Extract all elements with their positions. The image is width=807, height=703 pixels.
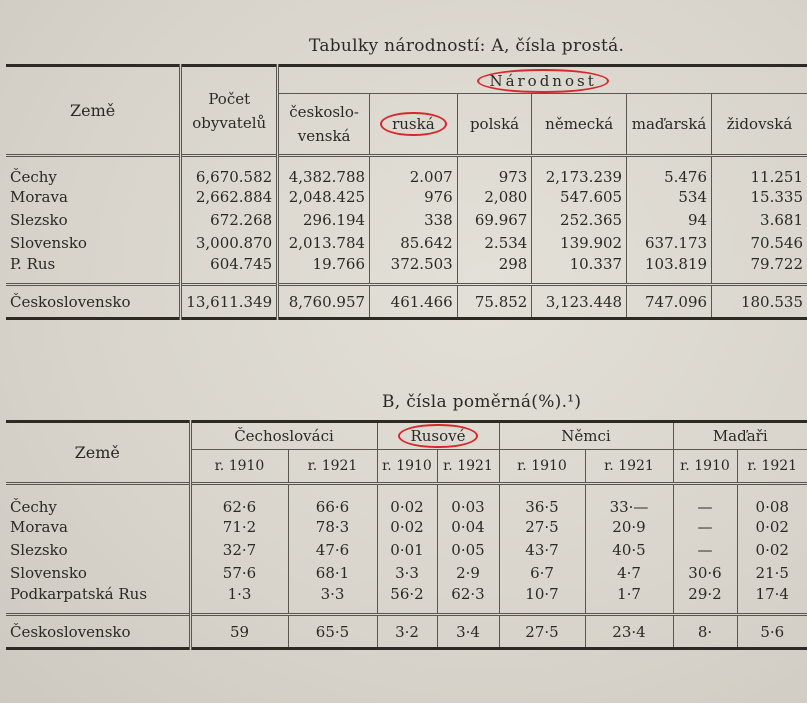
col-label: českoslo-venská	[289, 103, 359, 145]
total-cell-b: 3·4	[437, 615, 499, 649]
table-cell: 10·7	[499, 585, 585, 615]
table-cell: 547.605	[532, 186, 627, 209]
table-cell: 27·5	[499, 516, 585, 539]
table-cell: 62·6	[190, 484, 288, 516]
table-cell: 6,670.582	[181, 156, 278, 186]
table-cell: 10.337	[532, 255, 627, 285]
table-cell: 6·7	[499, 562, 585, 585]
table-row	[6, 516, 807, 539]
table-cell: 534	[627, 186, 712, 209]
table-cell: 0·05	[437, 539, 499, 562]
table-row	[6, 585, 807, 615]
pocet-header	[181, 66, 278, 156]
total-cell: 747.096	[627, 285, 712, 319]
table-row	[6, 232, 807, 255]
row-label: Morava	[10, 188, 68, 206]
table-cell: —	[673, 484, 737, 516]
row-label: Slovensko	[10, 564, 87, 582]
table-cell: 33·—	[585, 484, 673, 516]
table-row	[6, 562, 807, 585]
total-cell-b: 8·	[673, 615, 737, 649]
zeme-header-b: Země	[6, 422, 190, 484]
table-cell: 4·7	[585, 562, 673, 585]
total-cell: 13,611.349	[181, 285, 278, 319]
total-cell-b: 59	[190, 615, 288, 649]
total-cell: 180.535	[712, 285, 807, 319]
table-cell: 0·02	[737, 539, 807, 562]
table-cell: 66·6	[288, 484, 377, 516]
table-cell: 0·01	[377, 539, 437, 562]
table-cell: 15.335	[712, 186, 807, 209]
table-cell: 78·3	[288, 516, 377, 539]
total-cell: 8,760.957	[278, 285, 370, 319]
total-cell-b: 3·2	[377, 615, 437, 649]
table-cell: 2,662.884	[181, 186, 278, 209]
table-row	[6, 484, 807, 516]
table-cell: 71·2	[190, 516, 288, 539]
table-cell: 338	[370, 209, 458, 232]
total-cell: 3,123.448	[532, 285, 627, 319]
year-header: r. 1921	[288, 450, 377, 484]
table-cell: 103.819	[627, 255, 712, 285]
table-cell: 0·02	[377, 484, 437, 516]
table-a-total-row	[6, 285, 807, 319]
col-zidovska: židovská	[712, 94, 807, 156]
table-cell: —	[673, 539, 737, 562]
table-cell: 976	[370, 186, 458, 209]
col-ceskoslovenska	[278, 94, 370, 156]
table-cell: 0·08	[737, 484, 807, 516]
table-b-total-row	[6, 615, 807, 649]
table-row	[6, 539, 807, 562]
narodnost-header	[278, 66, 807, 94]
table-cell: 0·03	[437, 484, 499, 516]
total-label: Československo	[6, 285, 181, 319]
col-polska: polská	[457, 94, 532, 156]
table-cell: 0·02	[737, 516, 807, 539]
table-cell: —	[673, 516, 737, 539]
table-cell: 2.007	[370, 156, 458, 186]
table-cell: 672.268	[181, 209, 278, 232]
table-b	[6, 420, 807, 650]
year-header: r. 1910	[499, 450, 585, 484]
table-cell: 68·1	[288, 562, 377, 585]
table-cell: 2,080	[457, 186, 532, 209]
year-header: r. 1910	[190, 450, 288, 484]
year-header: r. 1921	[585, 450, 673, 484]
group-madari: Maďaři	[673, 422, 807, 450]
col-label: ruská	[380, 112, 447, 137]
row-label: Slezsko	[10, 541, 68, 559]
table-cell: 94	[627, 209, 712, 232]
table-cell: 604.745	[181, 255, 278, 285]
table-cell: 0·04	[437, 516, 499, 539]
group-rusove	[377, 422, 499, 450]
table-cell: 17·4	[737, 585, 807, 615]
row-label: Podkarpatská Rus	[10, 584, 148, 603]
table-cell: 40·5	[585, 539, 673, 562]
year-header: r. 1921	[437, 450, 499, 484]
table-cell: 56·2	[377, 585, 437, 615]
total-cell-b: 65·5	[288, 615, 377, 649]
table-cell: 19.766	[278, 255, 370, 285]
row-label: Slovensko	[10, 234, 87, 252]
table-cell: 2,173.239	[532, 156, 627, 186]
total-label-b: Československo	[6, 615, 190, 649]
table-cell: 2,048.425	[278, 186, 370, 209]
table-cell: 79.722	[712, 255, 807, 285]
total-cell: 461.466	[370, 285, 458, 319]
table-row	[6, 255, 807, 285]
table-cell: 1·3	[190, 585, 288, 615]
table-cell: 0·02	[377, 516, 437, 539]
table-row	[6, 156, 807, 186]
table-cell: 296.194	[278, 209, 370, 232]
table-cell: 4,382.788	[278, 156, 370, 186]
table-cell: 32·7	[190, 539, 288, 562]
table-cell: 20·9	[585, 516, 673, 539]
table-cell: 252.365	[532, 209, 627, 232]
total-cell-b: 27·5	[499, 615, 585, 649]
table-a-title: Tabulky národností: A, čísla prostá.	[309, 36, 625, 56]
group-label: Rusové	[398, 424, 477, 449]
table-cell: 47·6	[288, 539, 377, 562]
table-cell: 3·3	[288, 585, 377, 615]
group-cechoslovaci: Čechoslováci	[190, 422, 377, 450]
year-header: r. 1910	[673, 450, 737, 484]
table-cell: 3·3	[377, 562, 437, 585]
table-b-title: B, čísla poměrná(%).¹)	[382, 392, 582, 412]
total-cell: 75.852	[457, 285, 532, 319]
narodnost-label: Národnost	[477, 69, 608, 94]
total-cell-b: 5·6	[737, 615, 807, 649]
table-row	[6, 186, 807, 209]
table-cell: 637.173	[627, 232, 712, 255]
table-cell: 5.476	[627, 156, 712, 186]
table-cell: 3.681	[712, 209, 807, 232]
table-row	[6, 209, 807, 232]
group-nemci: Němci	[499, 422, 673, 450]
table-a	[6, 64, 807, 320]
table-cell: 70.546	[712, 232, 807, 255]
table-cell: 21·5	[737, 562, 807, 585]
row-label: Slezsko	[10, 211, 68, 229]
col-madarska: maďarská	[627, 94, 712, 156]
table-cell: 43·7	[499, 539, 585, 562]
table-cell: 2.534	[457, 232, 532, 255]
table-cell: 3,000.870	[181, 232, 278, 255]
year-header: r. 1910	[377, 450, 437, 484]
table-cell: 69.967	[457, 209, 532, 232]
table-cell: 1·7	[585, 585, 673, 615]
table-cell: 372.503	[370, 255, 458, 285]
zeme-header: Země	[6, 66, 181, 156]
total-cell-b: 23·4	[585, 615, 673, 649]
pocet-label: Počet obyvatelů	[192, 89, 267, 132]
table-cell: 62·3	[437, 585, 499, 615]
table-cell: 139.902	[532, 232, 627, 255]
row-label: P. Rus	[10, 254, 56, 273]
row-label: Čechy	[6, 484, 190, 516]
table-cell: 2·9	[437, 562, 499, 585]
row-label: Čechy	[6, 156, 181, 186]
table-cell: 973	[457, 156, 532, 186]
row-label: Morava	[10, 518, 68, 536]
year-header: r. 1921	[737, 450, 807, 484]
table-cell: 2,013.784	[278, 232, 370, 255]
table-cell: 30·6	[673, 562, 737, 585]
table-cell: 36·5	[499, 484, 585, 516]
table-cell: 29·2	[673, 585, 737, 615]
table-cell: 298	[457, 255, 532, 285]
table-cell: 57·6	[190, 562, 288, 585]
table-cell: 11.251	[712, 156, 807, 186]
table-cell: 85.642	[370, 232, 458, 255]
col-nemecka: německá	[532, 94, 627, 156]
col-ruska	[370, 94, 458, 156]
